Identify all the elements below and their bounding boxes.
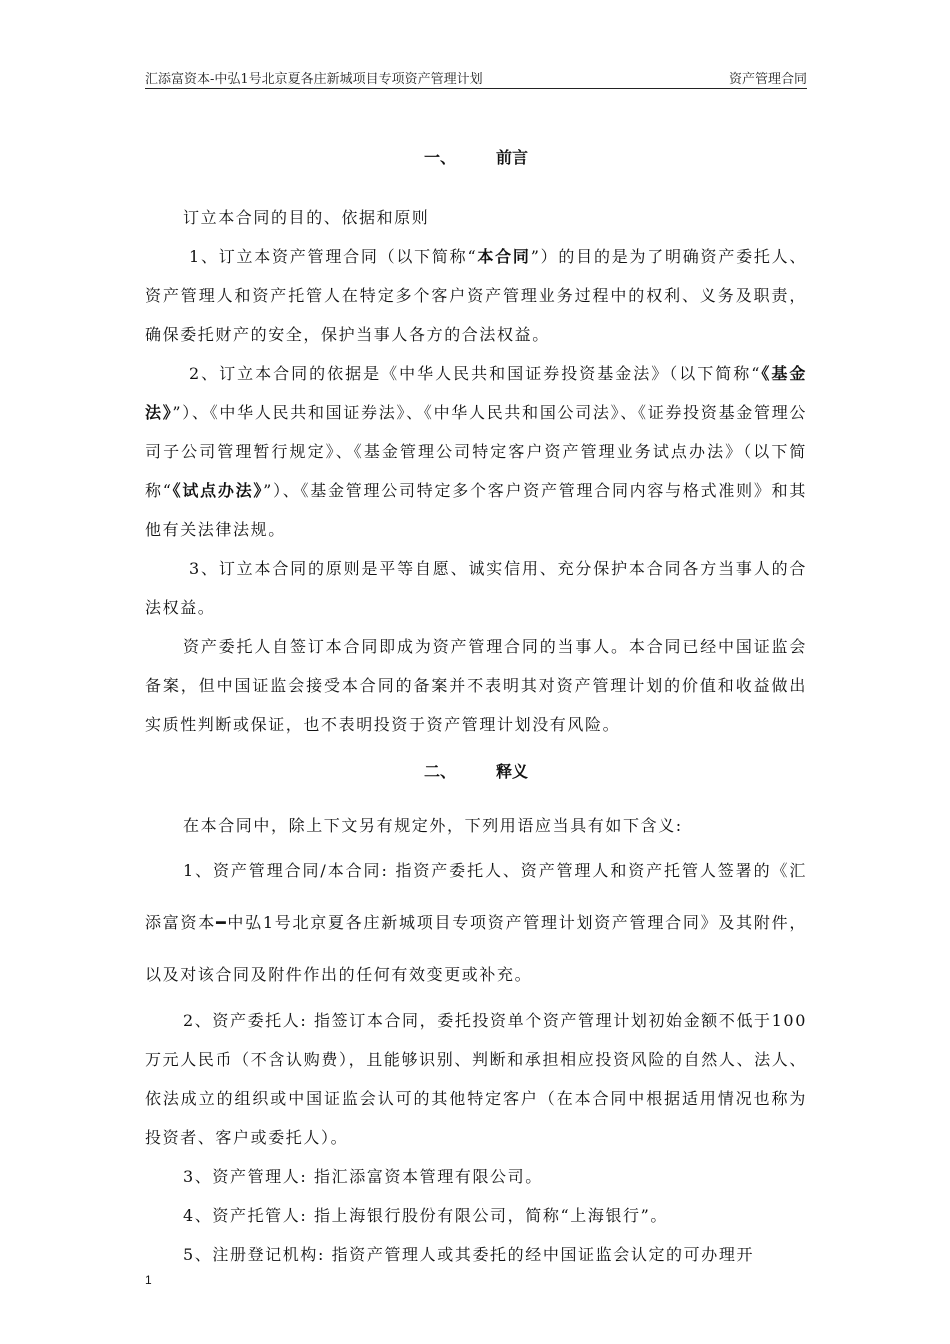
text-run: 1、订立本资产管理合同（以下简称“ [189,247,478,266]
definition-item-3: 3、资产管理人: 指汇添富资本管理有限公司。 [183,1167,543,1186]
definition-item-1: 1、资产管理合同/本合同: 指资产委托人、资产管理人和资产托管人签署的《汇添富资本━中弘1号北京夏各庄新城项目专项资产管理计划资产管理合同》及其附件，以及对该合同及附件作出的任何有效变更或补充。 [145,861,807,984]
section-title-preface [145,140,807,176]
page-number: 1 [145,1273,152,1287]
definition-item-5: 5、注册登记机构: 指资产管理人或其委托的经中国证监会认定的可办理开 [183,1245,755,1264]
section-heading: 释义 [496,762,529,781]
text-run: ”）、《中华人民共和国证券法》、《中华人民共和国公司法》、《证券投资基金管理公司子公司管理暂行规定》、《基金管理公司特定客户资产管理业务试点办法》（以下简称“ [145,403,807,500]
section-heading: 前言 [496,148,529,167]
text-run: ”）的目的是为了明确资产委托人、资产管理人和资产托管人在特定多个客户资产管理业务过程中的权利、义务及职责，确保委托财产的安全，保护当事人各方的合法权益。 [145,247,807,344]
section-title-definitions [145,754,807,790]
header-doc-type: 资产管理合同 [728,72,807,87]
preface-intro: 订立本合同的目的、依据和原则 [183,208,430,227]
preface-item-3: 3、订立本合同的原则是平等自愿、诚实信用、充分保护本合同各方当事人的合法权益。 [145,559,807,617]
preface-item-1 [145,237,807,354]
text-run: ”）、《基金管理公司特定多个客户资产管理合同内容与格式准则》和其他有关法律法规。 [145,481,807,539]
header-plan-name: 汇添富资本-中弘1号北京夏各庄新城项目专项资产管理计划 [145,72,483,87]
definitions-intro: 在本合同中，除上下文另有规定外，下列用语应当具有如下含义: [183,816,683,835]
page-header [145,66,807,89]
bold-term: 《试点办法》 [172,481,264,500]
bold-term: 本合同 [477,247,531,266]
bold-term: 《基金法》 [145,364,807,422]
page-content [145,140,807,1274]
preface-item-2 [145,354,807,549]
section-number: 一、 [423,148,456,167]
definition-item-4: 4、资产托管人: 指上海银行股份有限公司，简称“上海银行”。 [183,1206,669,1225]
text-run: 2、订立本合同的依据是《中华人民共和国证券投资基金法》（以下简称“ [189,364,761,383]
section-number: 二、 [423,762,456,781]
preface-statement: 资产委托人自签订本合同即成为资产管理合同的当事人。本合同已经中国证监会备案，但中国证监会接受本合同的备案并不表明其对资产管理计划的价值和收益做出实质性判断或保证，也不表明投资于资产管理计划没有风险。 [145,637,807,734]
definition-item-2: 2、资产委托人: 指签订本合同，委托投资单个资产管理计划初始金额不低于100万元人民币（不含认购费），且能够识别、判断和承担相应投资风险的自然人、法人、依法成立的组织或中国证监会认可的其他特定客户（在本合同中根据适用情况也称为投资者、客户或委托人）。 [145,1011,807,1147]
